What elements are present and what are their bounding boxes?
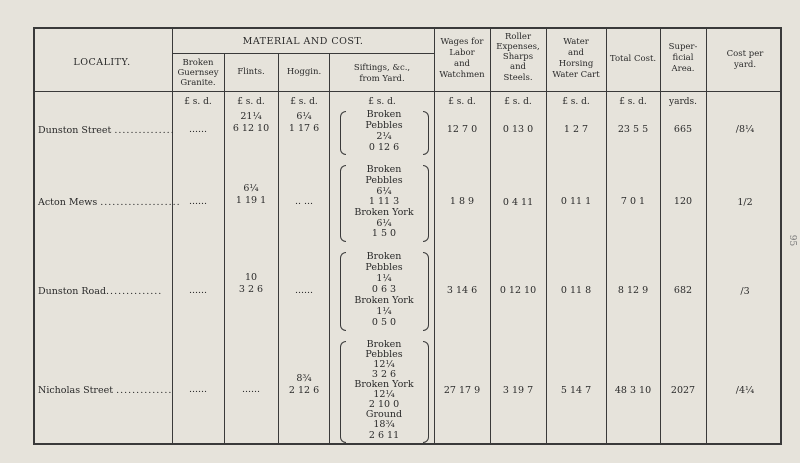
header-roller: Steels. [503,73,533,83]
siftings-brace-left [340,165,346,242]
broken-guernsey-value: ...... [188,196,208,207]
area-value: 120 [673,196,693,207]
siftings-line: 2¼ [376,131,392,142]
water-value: 5 14 7 [560,385,592,396]
header-siftings: from Yard. [359,74,405,84]
unit-label: £ s. d. [619,97,647,107]
header-cost-per-yard: Cost per [726,49,764,59]
header-flints: Flints. [237,67,265,77]
header-siftings: Siftings, &c., [353,63,411,73]
siftings-line: Broken York [354,295,414,306]
col-rule [660,28,661,444]
header-bottom-rule [33,91,780,92]
siftings-line: 1¼ [376,273,392,284]
water-value: 1 2 7 [563,124,589,135]
header-total-cost: Total Cost. [609,54,657,64]
col-rule [706,28,707,444]
siftings-brace-right [423,165,429,242]
siftings-line: Broken [366,251,402,262]
header-wages: Watchmen [439,70,485,80]
header-roller: Sharps [502,52,534,62]
col-rule [172,28,173,444]
col-rule [490,28,491,444]
total-cost-value: 8 12 9 [617,285,649,296]
siftings-brace-right [423,252,429,331]
siftings-line: Broken [366,109,402,120]
header-broken-guernsey: Broken [182,58,214,68]
siftings-line: Broken York [354,207,414,218]
hoggin-cost: 1 17 6 [288,123,320,134]
area-value: 2027 [670,385,696,396]
unit-label: £ s. d. [562,97,590,107]
total-cost-value: 7 0 1 [620,196,646,207]
siftings-line: Broken York [354,379,414,390]
header-water: Horsing [558,59,594,69]
flints-cost: 3 2 6 [238,284,264,295]
roller-value: 3 19 7 [502,385,534,396]
flints-quantity: 10 [244,272,258,283]
table-top-rule [33,27,780,29]
header-superficial-area: ficial [672,53,694,63]
siftings-line: 12¼ [373,389,395,400]
unit-label: yards. [669,97,697,107]
header-material-group: MATERIAL AND COST. [242,36,364,47]
siftings-line: Pebbles [365,349,403,360]
wages-value: 12 7 0 [446,124,478,135]
col-rule [780,27,782,445]
col-rule [329,54,330,444]
area-value: 665 [673,124,693,135]
header-roller: and [510,62,526,72]
siftings-line: 6¼ [376,186,392,197]
header-water: and [568,48,584,58]
header-superficial-area: Area. [671,64,695,74]
siftings-line: 18¾ [373,419,395,430]
header-wages: Wages for [440,37,484,47]
header-broken-guernsey: Guernsey [177,68,219,78]
table-bottom-rule [33,443,780,445]
cost-per-yard-value: /8¼ [735,124,755,135]
hoggin-quantity: 8¾ [296,373,312,384]
unit-label: £ s. d. [448,97,476,107]
siftings-line: 0 12 6 [368,142,400,153]
page-number: 95 [787,234,798,247]
siftings-line: 1¼ [376,306,392,317]
unit-label: £ s. d. [290,97,318,107]
cost-per-yard-value: /3 [740,286,750,297]
siftings-brace-left [340,341,346,443]
header-roller: Expenses, [496,42,540,52]
wages-value: 27 17 9 [443,385,481,396]
col-rule [33,27,35,445]
table-row-locality: Nicholas Street .............. [38,385,173,396]
hoggin-cost: ...... [294,285,314,296]
hoggin-cost: 2 12 6 [288,385,320,396]
unit-label: £ s. d. [504,97,532,107]
total-cost-value: 23 5 5 [617,124,649,135]
col-rule [546,28,547,444]
broken-guernsey-value: ...... [188,285,208,296]
col-rule [434,28,435,444]
hoggin-quantity: 6¼ [296,111,312,122]
siftings-line: 1 5 0 [371,228,397,239]
siftings-line: Broken [366,164,402,175]
table-row-locality: Acton Mews .................... [38,197,181,208]
broken-guernsey-value: ...... [188,384,208,395]
header-roller: Roller [504,32,532,42]
broken-guernsey-value: ...... [188,124,208,135]
table-row-locality: Dunston Street ............... [38,125,175,136]
siftings-line: Pebbles [365,120,403,131]
header-cost-per-yard: yard. [733,60,757,70]
material-group-rule [172,53,434,54]
header-hoggin: Hoggin. [286,67,322,77]
siftings-brace-left [340,252,346,331]
wages-value: 3 14 6 [446,285,478,296]
siftings-line: 0 6 3 [371,284,397,295]
siftings-line: Pebbles [365,262,403,273]
flints-quantity: 6¼ [243,183,259,194]
total-cost-value: 48 3 10 [614,385,652,396]
unit-label: £ s. d. [184,97,212,107]
siftings-line: 0 5 0 [371,317,397,328]
siftings-line: Broken [366,339,402,350]
flints-cost: ...... [241,384,261,395]
header-locality: LOCALITY. [73,57,131,68]
col-rule [224,54,225,444]
flints-quantity: 21¼ [240,111,262,122]
flints-cost: 1 19 1 [235,195,267,206]
siftings-line: 12¼ [373,359,395,370]
unit-label: £ s. d. [368,97,396,107]
wages-value: 1 8 9 [449,196,475,207]
col-rule [606,28,607,444]
header-water: Water [563,37,589,47]
header-broken-guernsey: Granite. [180,78,216,88]
siftings-line: 2 10 0 [368,399,400,410]
cost-per-yard-value: 1/2 [737,197,753,208]
siftings-brace-right [423,341,429,443]
roller-value: 0 4 11 [502,197,534,208]
siftings-line: 2 6 11 [368,430,400,441]
header-wages: and [454,59,470,69]
water-value: 0 11 1 [560,196,592,207]
table-row-locality: Dunston Road.............. [38,286,163,297]
col-rule [278,54,279,444]
siftings-brace-right [423,111,429,155]
header-superficial-area: Super- [668,42,698,52]
header-water: Water Cart [552,70,600,80]
header-wages: Labor [449,48,475,58]
siftings-line: Ground [365,409,403,420]
roller-value: 0 12 10 [499,285,537,296]
siftings-line: Pebbles [365,175,403,186]
siftings-line: 6¼ [376,218,392,229]
flints-cost: 6 12 10 [232,123,270,134]
cost-per-yard-value: /4¼ [735,385,755,396]
siftings-line: 1 11 3 [368,196,400,207]
area-value: 682 [673,285,693,296]
siftings-brace-left [340,111,346,155]
unit-label: £ s. d. [237,97,265,107]
roller-value: 0 13 0 [502,124,534,135]
siftings-line: 3 2 6 [371,369,397,380]
water-value: 0 11 8 [560,285,592,296]
hoggin-cost: .. ... [294,196,314,207]
